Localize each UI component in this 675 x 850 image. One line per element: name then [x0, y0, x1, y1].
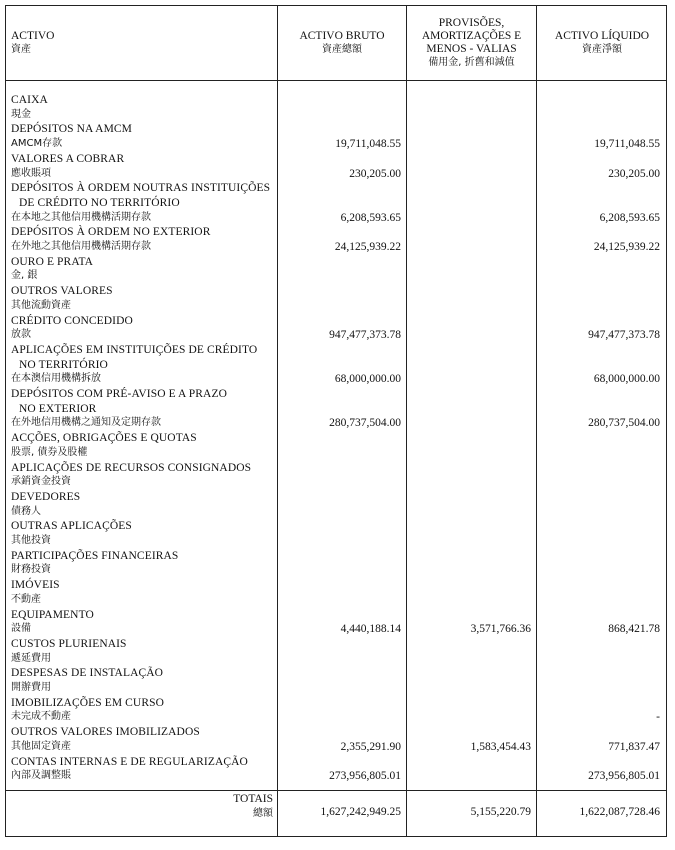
header-liquido-pt: ACTIVO LÍQUIDO — [554, 30, 650, 42]
row-label-pt: DEVEDORES — [11, 490, 81, 503]
row-label-pt: OURO E PRATA — [11, 255, 94, 268]
row-label-pt: APLICAÇÕES EM INSTITUIÇÕES DE CRÉDITO — [11, 343, 258, 356]
header-divider — [6, 80, 666, 81]
row-label-zh: 遞延費用 — [11, 652, 51, 664]
row-label-pt: DEPÓSITOS NA AMCM — [11, 123, 132, 136]
row-label-zh: 在本地之其他信用機構活期存款 — [11, 211, 151, 223]
totals-divider — [6, 790, 666, 791]
row-label-zh: 股票, 債券及股權 — [11, 446, 88, 458]
cell-activo-bruto: 6,208,593.65 — [340, 211, 401, 224]
totals-provisoes: 5,155,220.79 — [470, 806, 531, 818]
row-label-zh: 設備 — [11, 623, 31, 635]
cell-activo-bruto: 19,711,048.55 — [335, 138, 401, 151]
cell-activo-bruto: 4,440,188.14 — [340, 623, 401, 636]
row-label-pt: APLICAÇÕES DE RECURSOS CONSIGNADOS — [11, 461, 252, 474]
row-label-pt: CAIXA — [11, 94, 48, 106]
row-label-zh: 其他流動資產 — [11, 299, 71, 311]
totals-label-zh: 總額 — [253, 808, 273, 819]
row-label-zh: 金, 銀 — [11, 270, 38, 282]
row-label-zh: 在外地信用機構之通知及定期存款 — [11, 417, 161, 429]
row-label-pt: EQUIPAMENTO — [11, 608, 94, 621]
cell-activo-bruto: 280,737,504.00 — [329, 417, 401, 430]
cell-provisoes: 1,583,454.43 — [470, 740, 531, 753]
row-label-zh: 放款 — [11, 329, 31, 341]
cell-activo-bruto: 273,956,805.01 — [329, 770, 401, 783]
row-label-zh: 不動產 — [11, 593, 41, 605]
header-activo-pt: ACTIVO — [11, 30, 55, 42]
totals-bruto: 1,627,242,949.25 — [320, 806, 401, 818]
cell-activo-liquido: 19,711,048.55 — [594, 138, 660, 151]
cell-activo-liquido: 230,205.00 — [608, 167, 660, 180]
column-divider — [406, 6, 407, 836]
row-label-pt: OUTROS VALORES — [11, 285, 113, 298]
row-label-pt: DEPÓSITOS À ORDEM NO EXTERIOR — [11, 226, 211, 239]
header-provisoes-line3: MENOS - VALIAS — [426, 43, 517, 55]
row-label-pt-cont: NO TERRITÓRIO — [19, 358, 108, 371]
row-label-zh: 應收賬項 — [11, 167, 51, 179]
cell-activo-liquido: 68,000,000.00 — [593, 373, 660, 386]
row-label-pt: IMOBILIZAÇÕES EM CURSO — [11, 696, 164, 709]
row-label-pt: DESPESAS DE INSTALAÇÃO — [11, 667, 164, 680]
row-label-pt: OUTRAS APLICAÇÕES — [11, 520, 132, 533]
cell-activo-bruto: 230,205.00 — [349, 167, 401, 180]
header-bruto-pt: ACTIVO BRUTO — [299, 30, 385, 42]
cell-activo-liquido: 24,125,939.22 — [593, 241, 660, 253]
cell-activo-liquido: 947,477,373.78 — [588, 329, 660, 342]
row-label-zh: 承銷資金投資 — [11, 476, 71, 488]
cell-activo-liquido: 280,737,504.00 — [588, 417, 660, 430]
row-label-zh: 其他固定資產 — [11, 740, 71, 752]
row-label-pt: IMÓVEIS — [11, 579, 60, 592]
row-label-pt: DEPÓSITOS COM PRÉ-AVISO E A PRAZO — [11, 388, 227, 400]
cell-activo-liquido: - — [656, 711, 660, 724]
header-provisoes-line1: PROVISÕES, — [438, 17, 505, 29]
row-label-zh: 在外地之其他信用機構活期存款 — [11, 241, 151, 252]
header-provisoes-zh: 備用金, 折舊和減值 — [428, 57, 515, 68]
row-label-zh: 在本澳信用機構拆放 — [11, 373, 101, 385]
balance-sheet-table — [5, 5, 667, 837]
row-label-zh: 內部及調整賬 — [11, 770, 71, 782]
row-label-pt: CRÉDITO CONCEDIDO — [11, 314, 133, 327]
totals-label-pt: TOTAIS — [233, 793, 273, 805]
header-activo-liquido — [537, 6, 667, 80]
header-activo-bruto — [278, 6, 406, 80]
cell-activo-liquido: 6,208,593.65 — [599, 211, 660, 224]
cell-activo-liquido: 273,956,805.01 — [588, 770, 660, 783]
row-label-zh: AMCM存款 — [11, 138, 63, 150]
cell-provisoes: 3,571,766.36 — [470, 623, 531, 636]
row-label-pt: OUTROS VALORES IMOBILIZADOS — [11, 726, 200, 739]
cell-activo-bruto: 24,125,939.22 — [334, 241, 401, 253]
row-label-pt: CUSTOS PLURIENAIS — [11, 637, 127, 650]
header-provisoes-line2: AMORTIZAÇÕES E — [421, 30, 522, 42]
totals-liquido: 1,622,087,728.46 — [579, 806, 660, 818]
row-label-pt: CONTAS INTERNAS E DE REGULARIZAÇÃO — [11, 755, 248, 768]
header-liquido-zh: 資產淨額 — [582, 44, 622, 55]
cell-activo-bruto: 947,477,373.78 — [329, 329, 401, 342]
row-label-pt: ACÇÕES, OBRIGAÇÕES E QUOTAS — [11, 432, 197, 445]
row-label-zh: 開辦費用 — [11, 682, 51, 693]
row-label-pt: VALORES A COBRAR — [11, 152, 125, 165]
row-label-pt-cont: DE CRÉDITO NO TERRITÓRIO — [19, 196, 180, 209]
row-label-pt: PARTICIPAÇÕES FINANCEIRAS — [11, 549, 179, 562]
cell-activo-liquido: 868,421.78 — [608, 623, 660, 636]
row-label-zh: 財務投資 — [11, 564, 51, 576]
row-label-zh: 現金 — [11, 108, 31, 120]
header-activo — [11, 6, 271, 80]
row-label-pt-cont: NO EXTERIOR — [19, 402, 97, 415]
cell-activo-liquido: 771,837.47 — [608, 740, 660, 753]
header-bruto-zh: 資產總額 — [322, 44, 362, 55]
header-provisoes — [407, 6, 536, 80]
header-activo-zh: 資產 — [11, 44, 31, 55]
row-label-pt: DEPÓSITOS À ORDEM NOUTRAS INSTITUIÇÕES — [11, 182, 271, 195]
row-label-zh: 其他投資 — [11, 535, 51, 546]
cell-activo-bruto: 68,000,000.00 — [334, 373, 401, 386]
row-label-zh: 債務人 — [11, 505, 41, 517]
cell-activo-bruto: 2,355,291.90 — [340, 740, 401, 753]
row-label-zh: 未完成不動產 — [11, 711, 71, 723]
